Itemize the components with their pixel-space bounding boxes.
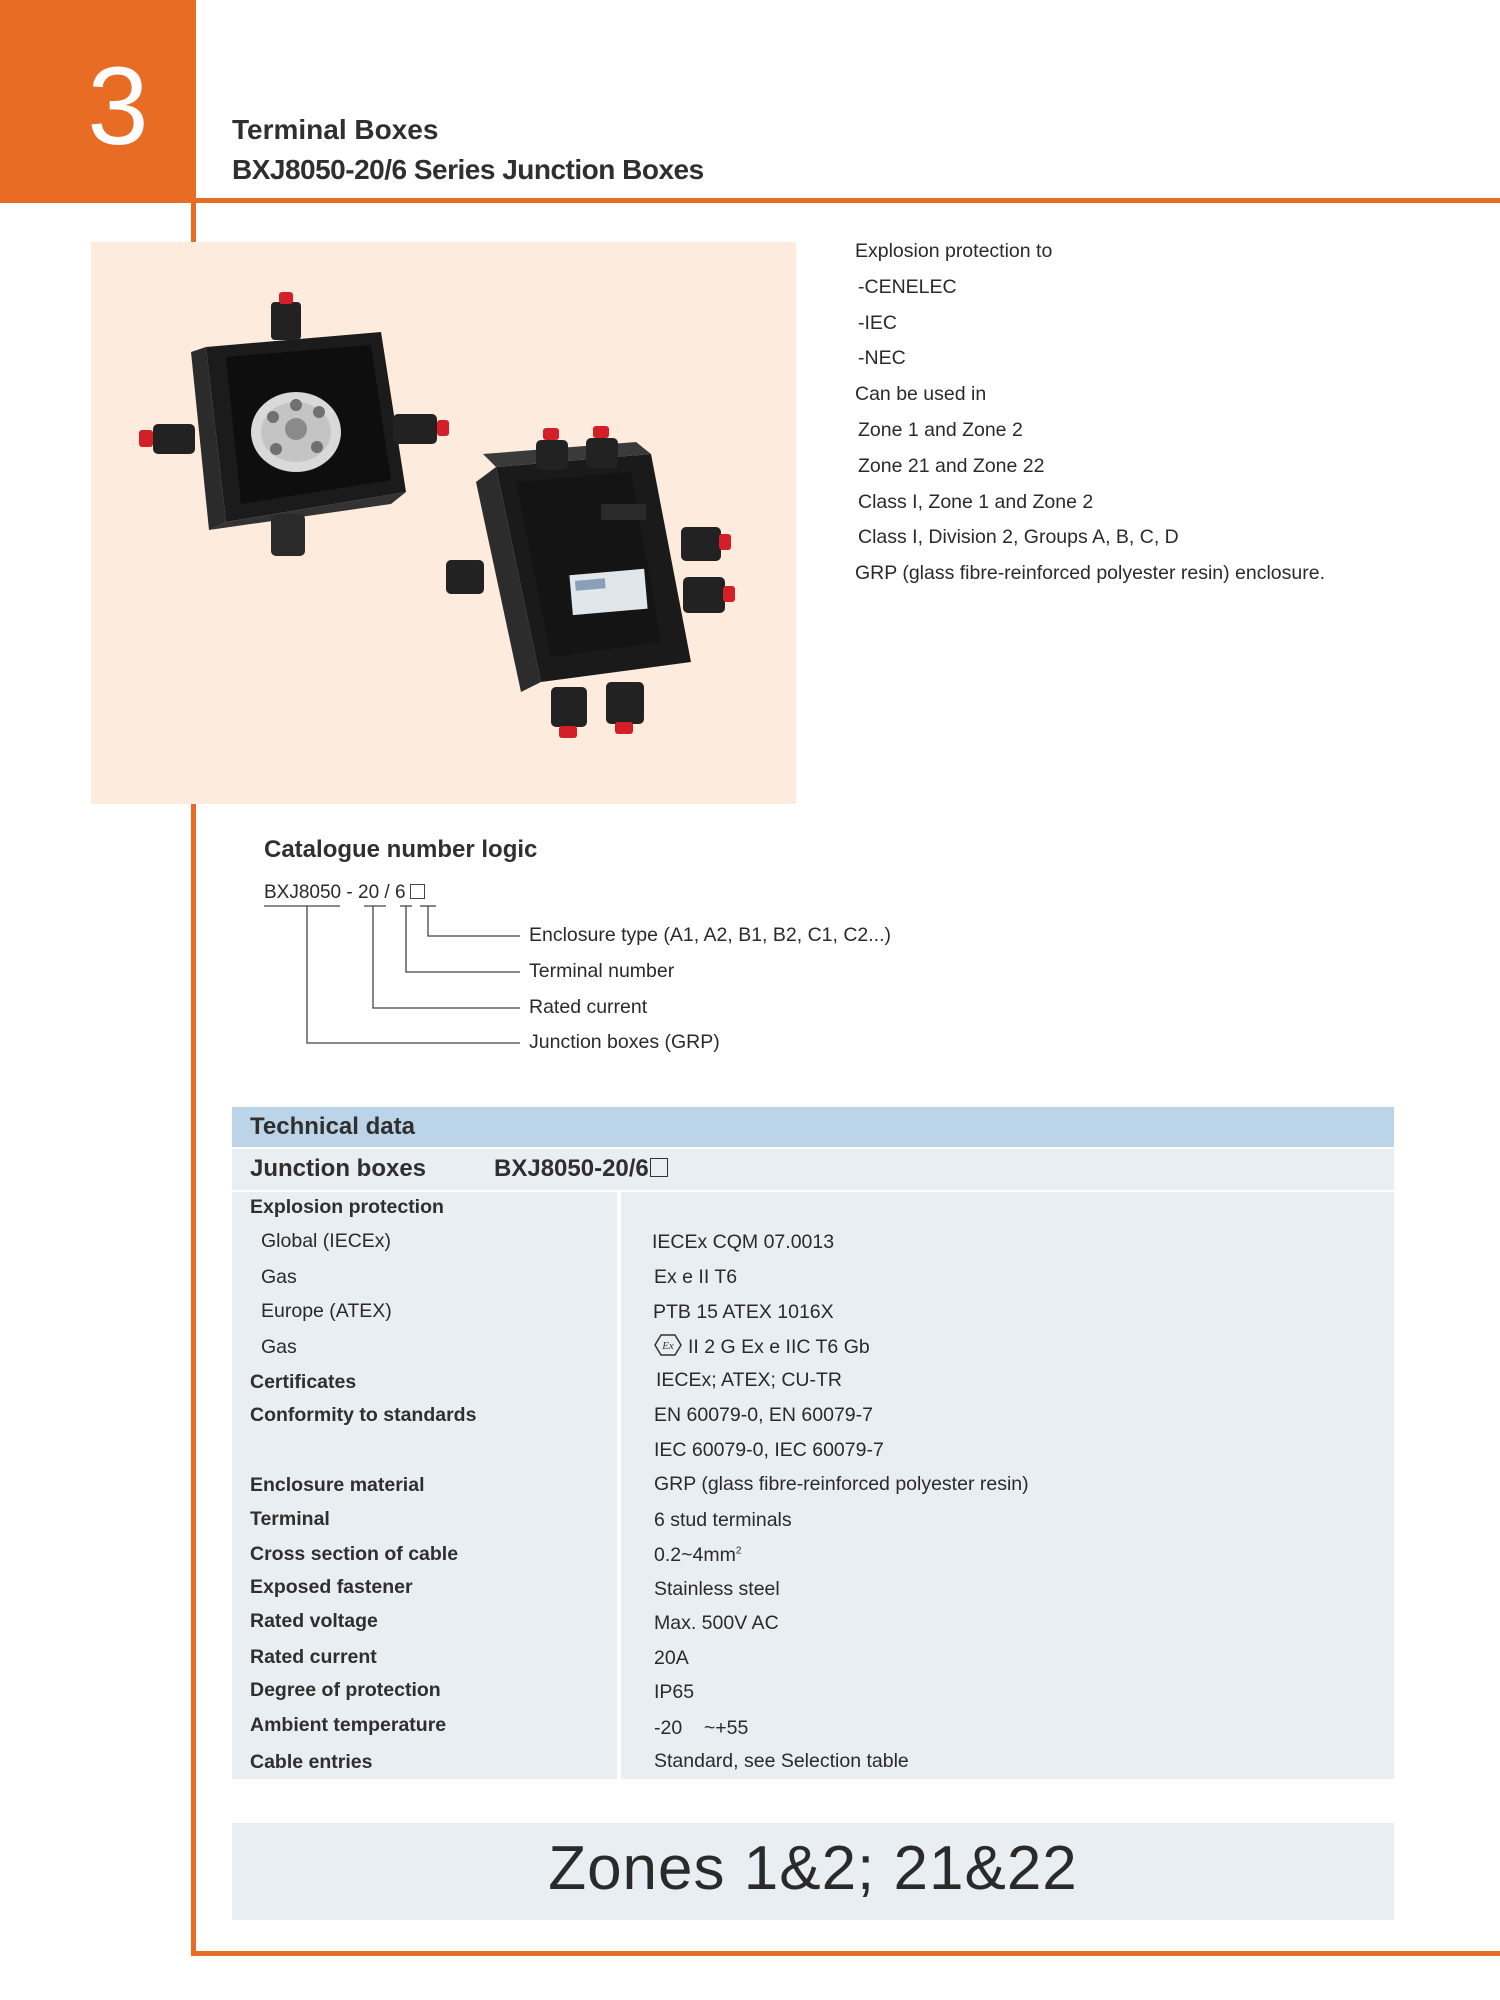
ex-hexagon-icon [654, 1334, 682, 1356]
feature-line: -NEC [858, 347, 906, 370]
zones-banner [232, 1823, 1394, 1920]
table-row-value: 20A [654, 1647, 689, 1669]
table-row-label: Enclosure material [250, 1474, 425, 1496]
feature-line: GRP (glass fibre-reinforced polyester resin) enclosure. [855, 562, 1325, 585]
table-row-label: Degree of protection [250, 1679, 441, 1701]
table-row-label: Gas [261, 1266, 297, 1288]
feature-line: -IEC [858, 311, 897, 334]
catalogue-code [264, 882, 425, 904]
technical-data-title: Technical data [250, 1113, 415, 1140]
catalogue-label-current: Rated current [529, 996, 648, 1018]
product-label: Junction boxes [250, 1155, 427, 1182]
technical-data-header [232, 1107, 1394, 1147]
table-row-value: Ex e II T6 [654, 1266, 738, 1288]
table-row-value: EN 60079-0, EN 60079-7 [654, 1404, 873, 1426]
table-row-label: Gas [261, 1336, 297, 1358]
table-row-value: IEC 60079-0, IEC 60079-7 [654, 1439, 884, 1461]
feature-line: Explosion protection to [855, 240, 1053, 262]
product-row [232, 1149, 1394, 1190]
catalogue-label-terminal: Terminal number [529, 960, 675, 982]
table-row-label: Exposed fastener [250, 1576, 413, 1598]
table-row-value: GRP (glass fibre-reinforced polyester resin) [654, 1473, 1029, 1495]
feature-line: Class I, Division 2, Groups A, B, C, D [858, 526, 1179, 549]
feature-line: Can be used in [855, 383, 987, 406]
feature-list [855, 236, 1415, 594]
table-row-label: Global (IECEx) [261, 1230, 392, 1252]
footer-rule [191, 1951, 1500, 1956]
table-row-value: Max. 500V AC [654, 1612, 779, 1634]
page-title: Terminal Boxes [232, 114, 439, 145]
catalogue-label-type: Junction boxes (GRP) [529, 1031, 720, 1053]
product-photo [91, 242, 796, 804]
placeholder-box [410, 884, 425, 899]
catalogue-code-text: BXJ8050 - 20 / 6 [264, 882, 406, 903]
table-row-label: Conformity to standards [250, 1404, 477, 1426]
table-row-value-ex [654, 1334, 870, 1359]
cable-range: 0.2~4mm [654, 1544, 736, 1566]
feature-line: Zone 21 and Zone 22 [858, 454, 1045, 477]
closed-junction-box [446, 426, 735, 738]
feature-line: Class I, Zone 1 and Zone 2 [858, 490, 1094, 513]
open-junction-box [139, 292, 449, 556]
table-row-label: Ambient temperature [250, 1714, 447, 1736]
table-row-value: Stainless steel [654, 1578, 780, 1600]
catalogue-title: Catalogue number logic [264, 836, 538, 863]
table-row-value: IECEx CQM 07.0013 [652, 1231, 835, 1253]
table-row-value: PTB 15 ATEX 1016X [653, 1301, 834, 1323]
product-code [494, 1155, 668, 1183]
table-row-value: 6 stud terminals [654, 1509, 792, 1531]
zones-text: Zones 1&2; 21&22 [548, 1834, 1078, 1903]
header-rule [196, 198, 1500, 203]
feature-line: -CENELEC [858, 275, 957, 298]
svg-text:Ex: Ex [662, 1340, 674, 1352]
product-code-text: BXJ8050-20/6 [494, 1155, 649, 1182]
cable-unit-superscript: 2 [735, 1545, 742, 1557]
table-row-value: Standard, see Selection table [654, 1750, 909, 1772]
table-row-value: -20 ~+55 [654, 1717, 749, 1739]
table-row-label: Cross section of cable [250, 1543, 459, 1565]
table-row-label: Rated current [250, 1646, 377, 1668]
table-row-label: Terminal [250, 1508, 330, 1530]
section-number: 3 [87, 45, 149, 168]
table-row-label: Europe (ATEX) [261, 1300, 392, 1322]
page-subtitle: BXJ8050-20/6 Series Junction Boxes [232, 154, 704, 185]
table-row-label: Explosion protection [250, 1196, 444, 1218]
junction-box-illustration [91, 242, 796, 804]
placeholder-box [650, 1158, 668, 1177]
table-row-value: IP65 [654, 1681, 695, 1703]
feature-line: Zone 1 and Zone 2 [858, 418, 1023, 441]
table-row-value-cable [654, 1544, 741, 1567]
table-row-value: IECEx; ATEX; CU-TR [656, 1369, 842, 1391]
table-row-label: Cable entries [250, 1751, 373, 1773]
table-row-label: Certificates [250, 1371, 357, 1393]
atex-marking: II 2 G Ex e IIC T6 Gb [688, 1336, 870, 1358]
table-row-label: Rated voltage [250, 1610, 378, 1632]
catalogue-label-enclosure: Enclosure type (A1, A2, B1, B2, C1, C2...) [529, 924, 892, 946]
